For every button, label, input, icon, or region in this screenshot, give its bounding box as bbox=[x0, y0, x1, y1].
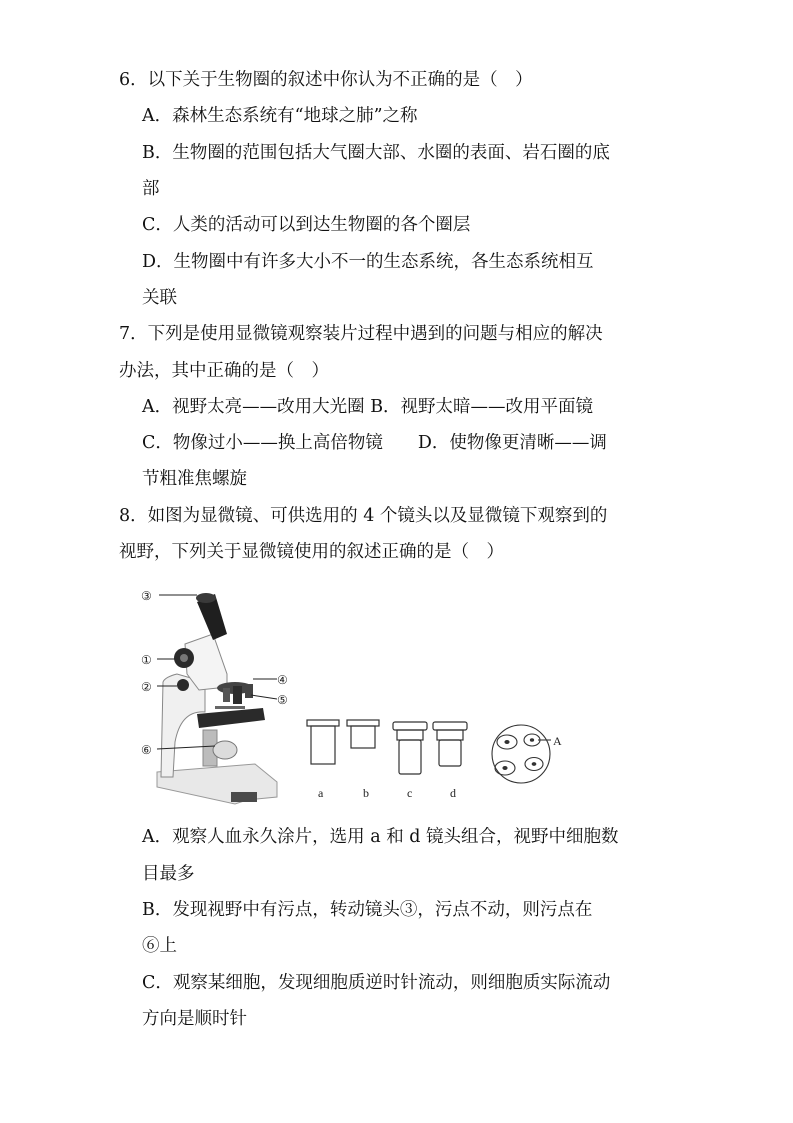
microscope-figure bbox=[135, 582, 595, 812]
q8-option-a: A．观察人血永久涂片，选用 a 和 d 镜头组合，视野中细胞数 bbox=[142, 827, 619, 847]
label-4: ④ bbox=[277, 673, 288, 687]
microscope-illustration bbox=[157, 593, 277, 804]
lens-a bbox=[307, 720, 339, 764]
question-7-stem: 7．下列是使用显微镜观察装片过程中遇到的问题与相应的解决 bbox=[119, 324, 603, 344]
q8-option-c-cont: 方向是顺时针 bbox=[142, 1009, 247, 1029]
q6-option-a: A．森林生态系统有“地球之肺”之称 bbox=[142, 106, 418, 126]
question-8-stem-cont: 视野，下列关于显微镜使用的叙述正确的是（ ） bbox=[119, 542, 504, 562]
q7-options-cd: C．物像过小——换上高倍物镜 D．使物像更清晰——调 bbox=[142, 433, 607, 453]
q8-option-c: C．观察某细胞，发现细胞质逆时针流动，则细胞质实际流动 bbox=[142, 973, 611, 993]
lens-c-label: c bbox=[407, 786, 413, 800]
q7-options-ab: A．视野太亮——改用大光圈 B．视野太暗——改用平面镜 bbox=[142, 397, 594, 417]
q7-option-d-cont: 节粗准焦螺旋 bbox=[142, 469, 247, 489]
lens-d bbox=[433, 722, 467, 766]
label-A: A bbox=[553, 734, 562, 748]
q6-option-d-cont: 关联 bbox=[142, 288, 177, 308]
q8-option-b: B．发现视野中有污点，转动镜头③，污点不动，则污点在 bbox=[142, 900, 593, 920]
question-6-stem: 6．以下关于生物圈的叙述中你认为不正确的是（ ） bbox=[119, 70, 533, 90]
lens-c bbox=[393, 722, 427, 774]
field-of-view bbox=[492, 725, 551, 783]
microscope-figure-svg bbox=[135, 582, 595, 812]
lens-d-label: d bbox=[450, 786, 456, 800]
q6-option-d: D．生物圈中有许多大小不一的生态系统，各生态系统相互 bbox=[142, 252, 594, 272]
q6-option-b: B．生物圈的范围包括大气圈大部、水圈的表面、岩石圈的底 bbox=[142, 143, 610, 163]
label-1: ① bbox=[141, 653, 152, 667]
q8-option-a-cont: 目最多 bbox=[142, 864, 195, 884]
lens-a-label: a bbox=[318, 786, 324, 800]
label-6: ⑥ bbox=[141, 743, 152, 757]
q8-option-b-cont: ⑥上 bbox=[142, 936, 177, 956]
label-5: ⑤ bbox=[277, 693, 288, 707]
q6-option-b-cont: 部 bbox=[142, 179, 160, 199]
lens-b-label: b bbox=[363, 786, 369, 800]
question-8-stem: 8．如图为显微镜、可供选用的 4 个镜头以及显微镜下观察到的 bbox=[119, 506, 608, 526]
label-2: ② bbox=[141, 680, 152, 694]
question-7-stem-cont: 办法，其中正确的是（ ） bbox=[119, 361, 329, 381]
label-3: ③ bbox=[141, 589, 152, 603]
lens-b bbox=[347, 720, 379, 748]
q6-option-c: C．人类的活动可以到达生物圈的各个圈层 bbox=[142, 215, 471, 235]
